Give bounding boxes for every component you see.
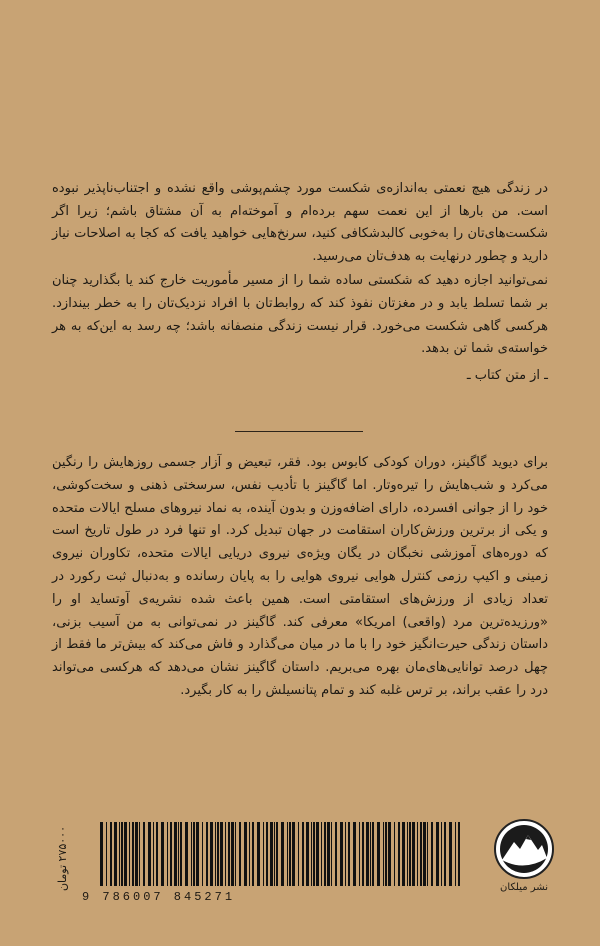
barcode-bar xyxy=(458,822,460,886)
barcode-bar xyxy=(217,822,219,886)
barcode-bar xyxy=(398,822,400,886)
barcode-bar xyxy=(119,822,120,886)
description-paragraph: برای دیوید گاگینز، دوران کودکی کابوس بود. فقر، تبعیض و آزار جسمی روزهایش را رنگین می‌کرد و شب‌هایش را تیره‌وتار. اما گاگینز با تأدیب نفس، سرسختی ذهنی و سخت‌کوشی، خود را از جوانی افسرده، دارای اضافه‌وزن و بدون آینده، به نماد نیروهای مسلح ایالات متحده و یکی از برترین ورزش‌کاران استقامت در جهان تبدیل کرد. او تنها فرد در طول تاریخ است که دوره‌های آموزشی نخبگان در یگان ویژه‌ی نیروی دریایی ایالات متحده، تکاوران نیروی زمینی و اکیپ رزمی کنترل هوایی نیروی هوایی را به پایان رسانده و به‌دنبال ثبت رکورد در تعداد زیادی از ورزش‌های استقامتی است. همین باعث شده نشریه‌ی آوتساید او را «ورزیده‌ترین مرد (واقعی) امریکا» معرفی کند. گاگینز در نمی‌توانی به من آسیب بزنی، داستان زندگی حیرت‌انگیز خود را با ما در میان می‌گذارد و فاش می‌کند که بیش‌تر ما فقط از چهل درصد توانایی‌های‌مان بهره می‌بریم. داستان گاگینز نشان می‌دهد که هرکسی می‌تواند درد را عقب براند، بر ترس غلبه کند و تمام پتانسیلش را به کار بگیرد. xyxy=(52,455,548,698)
barcode-bar xyxy=(180,822,182,886)
barcode-bar xyxy=(185,822,188,886)
barcode-bar xyxy=(427,822,428,886)
barcode-bar xyxy=(170,822,172,886)
barcode-bars xyxy=(90,822,470,888)
barcode-bar xyxy=(143,822,145,886)
book-description xyxy=(52,452,548,703)
barcode-bar xyxy=(202,822,203,886)
barcode-bar xyxy=(441,822,442,886)
barcode-bar xyxy=(178,822,179,886)
quote-paragraph: نمی‌توانید اجازه دهید که شکستی ساده شما را از مسیر مأموریت خارج کند یا بگذارید چنان بر شما تسلط یابد و در مغزتان نفوذ کند که روابط‌تان با افراد نزدیک‌تان را به خطر بیندازد. هرکسی گاهی شکست می‌خورد. قرار نیست زندگی منصفانه باشد؛ چه رسد به این‌که به هر خواسته‌ی شما تن بدهد. xyxy=(52,273,548,357)
publisher-name: نشر میلکان xyxy=(500,882,548,893)
barcode-bar xyxy=(316,822,319,886)
barcode-bar xyxy=(153,822,154,886)
barcode-bar xyxy=(225,822,226,886)
barcode-bar xyxy=(135,822,138,886)
barcode-bar xyxy=(370,822,371,886)
barcode-bar xyxy=(449,822,452,886)
barcode-bar xyxy=(124,822,127,886)
barcode-bar xyxy=(167,822,168,886)
barcode-bar xyxy=(335,822,337,886)
barcode-bar xyxy=(407,822,408,886)
barcode-bar xyxy=(372,822,374,886)
barcode-bar xyxy=(148,822,151,886)
barcode-bar xyxy=(436,822,439,886)
barcode-bar xyxy=(327,822,330,886)
barcode-bar xyxy=(306,822,309,886)
barcode-bar xyxy=(417,822,418,886)
barcode-bar xyxy=(100,822,103,886)
barcode-bar xyxy=(292,822,295,886)
barcode-bar xyxy=(345,822,346,886)
barcode-bar xyxy=(239,822,241,886)
barcode-bar xyxy=(302,822,304,886)
barcode-bar xyxy=(420,822,422,886)
barcode-bar xyxy=(206,822,208,886)
quote-attribution: ـ از متن کتاب ـ xyxy=(466,367,548,383)
barcode-bar xyxy=(402,822,405,886)
barcode-bar xyxy=(313,822,315,886)
barcode-bar xyxy=(228,822,230,886)
barcode-bar xyxy=(257,822,260,886)
barcode-bar xyxy=(110,822,112,886)
barcode-bar xyxy=(191,822,192,886)
barcode-bar xyxy=(385,822,387,886)
barcode-bar xyxy=(114,822,117,886)
barcode-bar xyxy=(353,822,356,886)
barcode-bar xyxy=(270,822,273,886)
mountains-icon xyxy=(493,818,555,880)
barcode-bar xyxy=(139,822,140,886)
barcode-bar xyxy=(231,822,234,886)
barcode-bar xyxy=(210,822,213,886)
barcode-bar xyxy=(455,822,456,886)
barcode-bar xyxy=(274,822,275,886)
barcode-bar xyxy=(287,822,288,886)
price-label: ۲۷۵۰۰۰ تومان xyxy=(56,826,69,892)
barcode-bar xyxy=(298,822,299,886)
isbn-number: 9 786007 845271 xyxy=(82,890,236,904)
book-quote xyxy=(52,178,548,387)
barcode-bar xyxy=(409,822,411,886)
barcode-bar xyxy=(289,822,291,886)
barcode-bar xyxy=(362,822,364,886)
divider xyxy=(235,431,363,432)
quote-paragraph: در زندگی هیچ نعمتی به‌اندازه‌ی شکست مورد چشم‌پوشی واقع نشده و اجتناب‌ناپذیر نبوده است. من بارها از این نعمت سهم برده‌ام و آموخته‌ام به آن مشتاق باشم؛ زیرا اگر شکست‌های‌تان را به‌خوبی کالبدشکافی کنید، سرنخ‌هایی خواهید یافت که کجا به اصلاحات نیاز دارید و چطور درنهایت به هدف‌تان می‌رسید. xyxy=(52,181,548,264)
barcode-bar xyxy=(394,822,395,886)
barcode-bar xyxy=(252,822,254,886)
barcode-bar xyxy=(276,822,278,886)
barcode-bar xyxy=(311,822,312,886)
barcode-bar xyxy=(156,822,158,886)
barcode-bar xyxy=(331,822,332,886)
barcode-bar xyxy=(388,822,391,886)
barcode-bar xyxy=(132,822,134,886)
barcode-bar xyxy=(348,822,350,886)
barcode-bar xyxy=(196,822,199,886)
barcode-bar xyxy=(431,822,433,886)
barcode-bar xyxy=(106,822,107,886)
barcode-bar xyxy=(377,822,380,886)
barcode-bar xyxy=(366,822,369,886)
barcode-bar xyxy=(266,822,268,886)
barcode-bar xyxy=(321,822,322,886)
barcode-bar xyxy=(235,822,236,886)
barcode-bar xyxy=(412,822,415,886)
barcode-bar xyxy=(324,822,326,886)
barcode-bar xyxy=(263,822,264,886)
barcode-bar xyxy=(359,822,360,886)
barcode xyxy=(82,820,478,910)
barcode-bar xyxy=(129,822,130,886)
barcode-bar xyxy=(281,822,284,886)
barcode-bar xyxy=(423,822,426,886)
barcode-bar xyxy=(383,822,384,886)
barcode-bar xyxy=(244,822,247,886)
barcode-bar xyxy=(161,822,164,886)
barcode-bar xyxy=(193,822,195,886)
barcode-bar xyxy=(220,822,223,886)
barcode-bar xyxy=(174,822,177,886)
barcode-bar xyxy=(215,822,216,886)
barcode-bar xyxy=(249,822,250,886)
barcode-bar xyxy=(340,822,343,886)
barcode-bar xyxy=(444,822,446,886)
barcode-bar xyxy=(121,822,123,886)
